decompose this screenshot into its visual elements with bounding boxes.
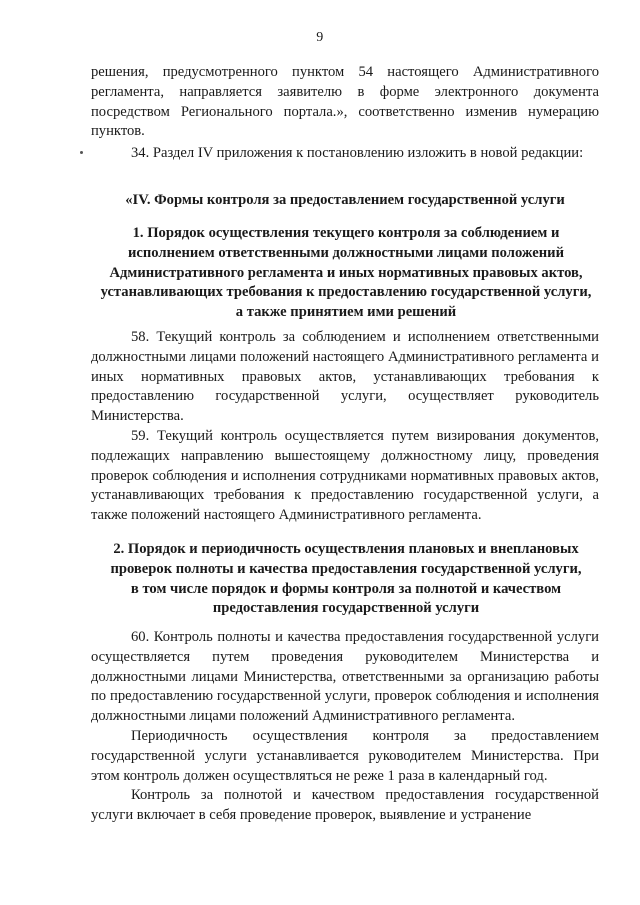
- paragraph-58: 58. Текущий контроль за соблюдением и исполнением ответственными должностными лицами положений настоящего Административного регламента и иных нормативных правовых актов, устанавливающих требования к предоставлению государственной услуги, осуществляет руководитель Министерства.: [91, 329, 599, 425]
- section-title-block: [91, 191, 599, 211]
- paragraph-continuation: решения, предусмотренного пунктом 54 настоящего Административного регламента, направляется заявителю в форме электронного документа посредством Регионального портала.», соответственно изменив нумерацию пунктов.: [91, 64, 599, 140]
- paragraph-item-34: 34. Раздел IV приложения к постановлению изложить в новой редакции:: [131, 145, 584, 162]
- subsection1-title: 1. Порядок осуществления текущего контроля за соблюдением и исполнением ответственными должностными лицами положений Административного регламента и иных нормативных правовых актов, устанавливающих требования к предоставлению государственной услуги, а также принятием ими решений: [100, 225, 592, 321]
- subsection2-body: [91, 628, 599, 826]
- scan-artifact-dot: [80, 151, 83, 154]
- page-number: 9: [316, 30, 324, 45]
- paragraph-periodicity: Периодичность осуществления контроля за предоставлением государственной услуги устанавливается руководителем Министерства. При этом контроль должен осуществляться не реже 1 раза в календарный год.: [91, 727, 599, 784]
- subsection1-heading-block: [98, 224, 594, 323]
- paragraph-59: 59. Текущий контроль осуществляется путем визирования документов, подлежащих направлению вышестоящему должностному лицу, проведения проверок соблюдения и исполнения сотрудниками нормативных правовых актов, устанавливающих требования к предоставлению государственной услуги, а также положений настоящего Административного регламента.: [91, 427, 599, 524]
- paragraph-60: 60. Контроль полноты и качества предоставления государственной услуги осуществляется путем проведения руководителем Министерства и должностными лицами Министерства, ответственными за организацию работы по предоставлению государственной услуги, проверок соблюдения и исполнения должностными лицами положений Административного регламента.: [91, 629, 599, 725]
- continuation-block: [91, 63, 599, 164]
- paragraph-control-scope: Контроль за полнотой и качеством предоставления государственной услуги включает в себя проведение проверок, выявление и устранение: [91, 787, 599, 824]
- subsection1-body: [91, 328, 599, 526]
- section-title: «IV. Формы контроля за предоставлением государственной услуги: [125, 192, 565, 208]
- subsection2-title: 2. Порядок и периодичность осуществления плановых и внеплановых проверок полноты и качества предоставления государственной услуги, в том числе порядок и формы контроля за полнотой и качеством предоставления государственной услуги: [110, 541, 582, 617]
- subsection2-heading-block: [108, 540, 584, 619]
